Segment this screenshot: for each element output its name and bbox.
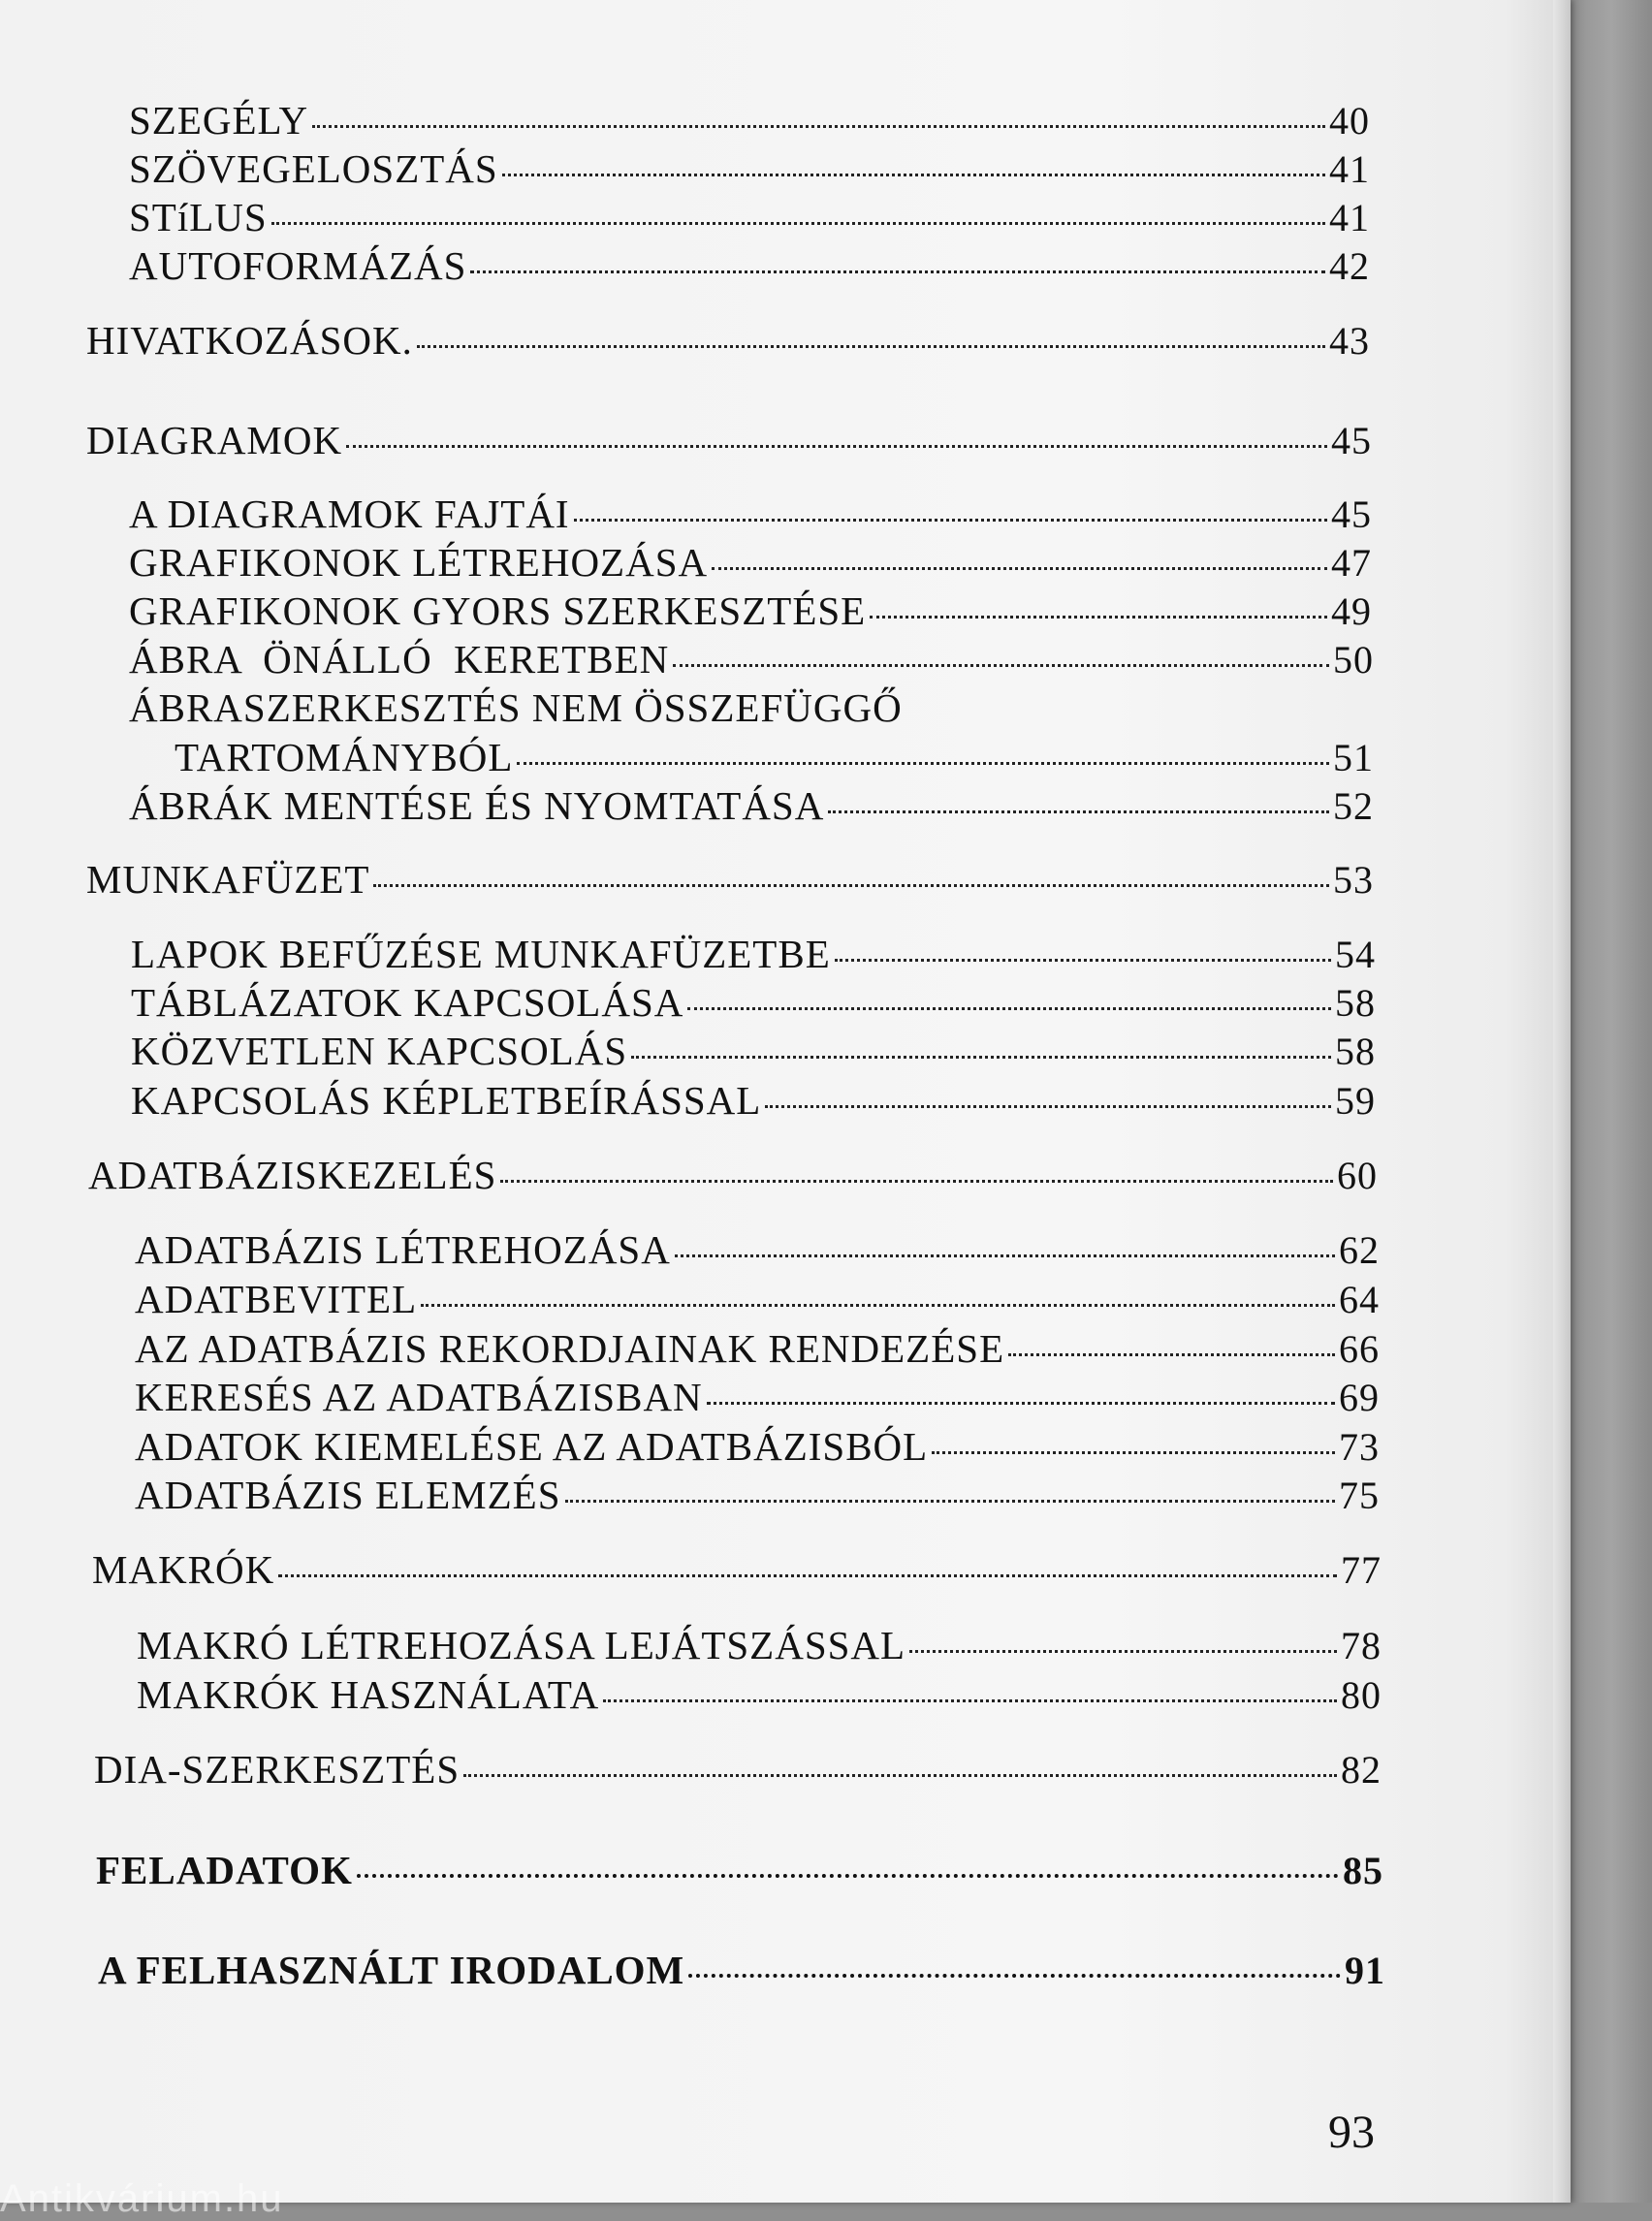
toc-entry-label: KAPCSOLÁS KÉPLETBEÍRÁSSAL [131,1078,762,1123]
dot-leader [603,1699,1337,1702]
toc-entry-szegely[interactable] [129,97,1370,143]
dot-leader [675,1254,1335,1257]
toc-entry-label: HIVATKOZÁSOK. [86,318,413,363]
toc-entry-diagramok-fajtai[interactable] [129,491,1372,537]
dot-leader [463,1774,1337,1777]
toc-entry-label: GRAFIKONOK LÉTREHOZÁSA [129,540,709,585]
toc-entry-page: 60 [1337,1154,1378,1197]
dot-leader [631,1056,1331,1059]
dot-leader [278,1574,1337,1577]
toc-entry-label: ADATBÁZIS ELEMZÉS [135,1473,561,1517]
toc-entry-page: 80 [1341,1673,1382,1717]
toc-entry-label: ÁBRA ÖNÁLLÓ KERETBEN [129,637,670,682]
toc-entry-label: DIAGRAMOK [86,418,343,462]
toc-entry-grafikonok-gyors-szerkesztese[interactable] [129,587,1372,634]
toc-entry-abraszerkesztes-line1[interactable] [129,684,903,731]
toc-entry-label: AUTOFORMÁZÁS [129,243,467,288]
toc-entry-label: MAKRÓK [92,1547,275,1592]
dot-leader [932,1451,1335,1454]
dot-leader [1008,1353,1335,1356]
dot-leader [687,1007,1331,1010]
dot-leader [373,884,1329,887]
toc-entry-label: ADATOK KIEMELÉSE AZ ADATBÁZISBÓL [135,1424,929,1469]
toc-entry-abraszerkesztes-line2[interactable] [175,734,1374,780]
toc-entry-makro-letrehozasa[interactable] [137,1622,1382,1668]
dot-leader [421,1304,1335,1307]
toc-entry-page: 40 [1329,99,1370,143]
toc-entry-page: 59 [1335,1079,1376,1123]
toc-entry-stilus[interactable] [129,194,1370,240]
toc-entry-label: SZEGÉLY [129,98,309,143]
dot-leader [502,174,1325,176]
dot-leader [470,270,1325,273]
toc-entry-diagramok[interactable] [86,417,1372,463]
watermark: Antikvárium.hu [0,2177,284,2220]
toc-entry-autoformazas[interactable] [129,242,1370,289]
dot-leader [909,1650,1337,1653]
toc-entry-dia-szerkesztes[interactable] [94,1746,1382,1793]
toc-entry-makrok-hasznalata[interactable] [137,1671,1382,1718]
toc-entry-page: 45 [1331,492,1372,536]
toc-entry-adatbaziskezeles[interactable] [88,1152,1378,1198]
page-number: 93 [1328,2107,1375,2158]
toc-entry-page: 41 [1329,196,1370,239]
toc-entry-adatok-kiemelese[interactable] [135,1423,1380,1470]
dot-leader [271,222,1325,225]
toc-entry-label: KERESÉS AZ ADATBÁZISBAN [135,1375,703,1419]
toc-entry-label: ÁBRÁK MENTÉSE ÉS NYOMTATÁSA [129,783,825,828]
toc-entry-label: AZ ADATBÁZIS REKORDJAINAK RENDEZÉSE [135,1326,1005,1371]
toc-entry-label: ADATBÁZISKEZELÉS [88,1153,497,1197]
toc-entry-page: 49 [1331,589,1372,633]
toc-entry-label: GRAFIKONOK GYORS SZERKESZTÉSE [129,588,867,633]
toc-entry-label: MAKRÓK HASZNÁLATA [137,1672,600,1717]
toc-entry-page: 47 [1331,541,1372,585]
toc-entry-page: 62 [1339,1228,1380,1272]
toc-entry-label: STíLUS [129,195,268,239]
toc-entry-label: TARTOMÁNYBÓL [175,735,514,779]
toc-entry-page: 82 [1341,1748,1382,1792]
toc-entry-page: 85 [1343,1849,1383,1892]
toc-entry-page: 50 [1333,638,1374,682]
toc-entry-rekordok-rendezese[interactable] [135,1325,1380,1372]
toc-entry-hivatkozasok[interactable] [86,317,1370,364]
toc-entry-grafikonok-letrehozasa[interactable] [129,539,1372,586]
toc-entry-label: DIA-SZERKESZTÉS [94,1747,461,1792]
toc-entry-adatbazis-elemzes[interactable] [135,1472,1380,1518]
toc-entry-label: MAKRÓ LÉTREHOZÁSA LEJÁTSZÁSSAL [137,1623,906,1667]
toc-entry-label: ADATBÁZIS LÉTREHOZÁSA [135,1227,671,1272]
toc-entry-szovegelosztas[interactable] [129,145,1370,192]
toc-entry-label: TÁBLÁZATOK KAPCSOLÁSA [131,980,684,1025]
toc-entry-page: 54 [1335,933,1376,976]
toc-entry-page: 58 [1335,981,1376,1025]
toc-entry-page: 75 [1339,1474,1380,1517]
toc-entry-abrak-mentese[interactable] [129,782,1374,829]
dot-leader [828,810,1329,813]
toc-entry-page: 41 [1329,147,1370,191]
dot-leader [312,125,1325,128]
toc-entry-abra-onallo-keretben[interactable] [129,636,1374,682]
dot-leader [574,519,1327,522]
toc-entry-page: 91 [1345,1949,1385,1992]
toc-entry-page: 53 [1333,858,1374,902]
dot-leader [712,567,1327,570]
dot-leader [417,345,1325,348]
toc-entry-page: 69 [1339,1376,1380,1419]
toc-entry-lapok-befuzese[interactable] [131,931,1376,977]
toc-entry-kozvetlen-kapcsolas[interactable] [131,1028,1376,1074]
dot-leader [688,1974,1341,1978]
toc-entry-kapcsolas-kepletbeirassal[interactable] [131,1077,1376,1124]
toc-entry-page: 43 [1329,319,1370,363]
toc-entry-tablazatok-kapcsolasa[interactable] [131,979,1376,1026]
toc-entry-label: ADATBEVITEL [135,1277,418,1321]
toc-entry-makrok[interactable] [92,1546,1382,1593]
dot-leader [765,1105,1331,1108]
toc-entry-feladatok[interactable] [96,1847,1383,1893]
toc-entry-label: SZÖVEGELOSZTÁS [129,146,498,191]
toc-entry-label: A FELHASZNÁLT IRODALOM [98,1948,685,1992]
toc-entry-felhasznalt-irodalom[interactable] [98,1947,1385,1993]
dot-leader [346,445,1327,448]
toc-entry-page: 52 [1333,784,1374,828]
toc-entry-page: 45 [1331,419,1372,462]
toc-entry-adatbevitel[interactable] [135,1276,1380,1322]
toc-entry-label: LAPOK BEFŰZÉSE MUNKAFÜZETBE [131,932,831,976]
toc-entry-label: KÖZVETLEN KAPCSOLÁS [131,1029,628,1073]
toc-entry-label: A DIAGRAMOK FAJTÁI [129,492,570,536]
dot-leader [707,1402,1335,1405]
toc-entry-kereses[interactable] [135,1374,1380,1420]
toc-entry-page: 77 [1341,1548,1382,1592]
toc-entry-page: 73 [1339,1425,1380,1469]
toc-entry-page: 51 [1333,736,1374,779]
toc-entry-page: 64 [1339,1278,1380,1321]
toc-entry-label: MUNKAFÜZET [86,857,370,902]
toc-entry-label: ÁBRASZERKESZTÉS NEM ÖSSZEFÜGGŐ [129,685,903,730]
dot-leader [673,664,1329,667]
toc-entry-page: 58 [1335,1030,1376,1073]
dot-leader [870,616,1327,619]
dot-leader [357,1874,1339,1878]
toc-entry-label: FELADATOK [96,1848,353,1892]
toc-entry-munkafuzet[interactable] [86,856,1374,903]
toc-entry-page: 66 [1339,1327,1380,1371]
dot-leader [565,1500,1335,1503]
toc-entry-adatbazis-letrehozasa[interactable] [135,1226,1380,1273]
toc-entry-page: 42 [1329,244,1370,288]
dot-leader [835,959,1331,962]
dot-leader [517,762,1329,765]
toc-entry-page: 78 [1341,1624,1382,1667]
dot-leader [500,1180,1333,1183]
